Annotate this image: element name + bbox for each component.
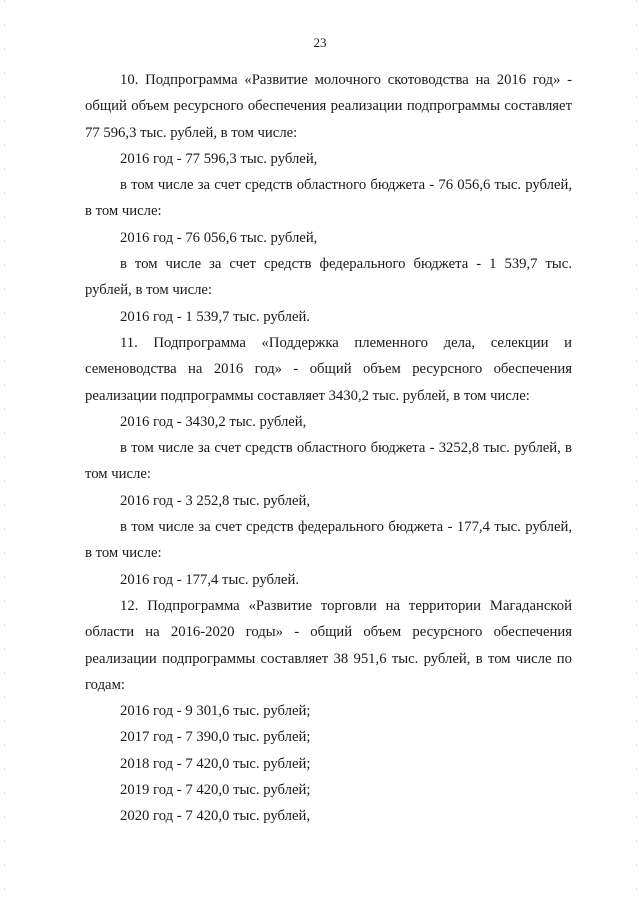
paragraph-year-line: 2016 год - 77 596,3 тыс. рублей,: [120, 150, 318, 167]
paragraph-subprogram-12: 12. Подпрограмма «Развитие торговли на территории Магаданской области на 2016-2020 годы» - общий объем ресурсного обеспечения реализации подпрограммы составляет 38 951,6 тыс. рублей, в том числе по годам:: [85, 597, 572, 693]
page-number: 23: [313, 35, 327, 50]
paragraph-year-line: 2016 год - 3 252,8 тыс. рублей,: [120, 492, 311, 509]
paragraph-regional-budget: в том числе за счет средств областного бюджета - 76 056,6 тыс. рублей, в том числе:: [85, 177, 572, 220]
scan-edge-left: [4, 0, 5, 905]
paragraph-subprogram-10: 10. Подпрограмма «Развитие молочного скотоводства на 2016 год» - общий объем ресурсного обеспечения реализации подпрограммы составляет 77 596,3 тыс. рублей, в том числе:: [85, 72, 572, 141]
paragraph-year-line: 2016 год - 1 539,7 тыс. рублей.: [120, 308, 311, 325]
paragraph-subprogram-11: 11. Подпрограмма «Поддержка племенного дела, селекции и семеноводства на 2016 год» - общий объем ресурсного обеспечения реализации подпрограммы составляет 3430,2 тыс. рублей, в том числе:: [85, 334, 572, 404]
paragraph-year-line: 2018 год - 7 420,0 тыс. рублей;: [120, 755, 311, 772]
paragraph-year-line: 2016 год - 3430,2 тыс. рублей,: [120, 413, 307, 430]
paragraph-federal-budget: в том числе за счет средств федерального бюджета - 1 539,7 тыс. рублей, в том числе:: [85, 256, 572, 299]
paragraph-federal-budget: в том числе за счет средств федерального бюджета - 177,4 тыс. рублей, в том числе:: [85, 519, 572, 562]
document-body: [85, 67, 572, 830]
paragraph-year-line: 2017 год - 7 390,0 тыс. рублей;: [120, 729, 311, 746]
paragraph-year-line: 2020 год - 7 420,0 тыс. рублей,: [120, 808, 311, 825]
paragraph-year-line: 2016 год - 76 056,6 тыс. рублей,: [120, 229, 318, 246]
paragraph-year-line: 2016 год - 177,4 тыс. рублей.: [120, 571, 299, 588]
paragraph-year-line: 2016 год - 9 301,6 тыс. рублей;: [120, 703, 311, 720]
paragraph-regional-budget: в том числе за счет средств областного бюджета - 3252,8 тыс. рублей, в том числе:: [85, 440, 572, 483]
scan-edge-right: [636, 0, 637, 905]
paragraph-year-line: 2019 год - 7 420,0 тыс. рублей;: [120, 782, 311, 799]
